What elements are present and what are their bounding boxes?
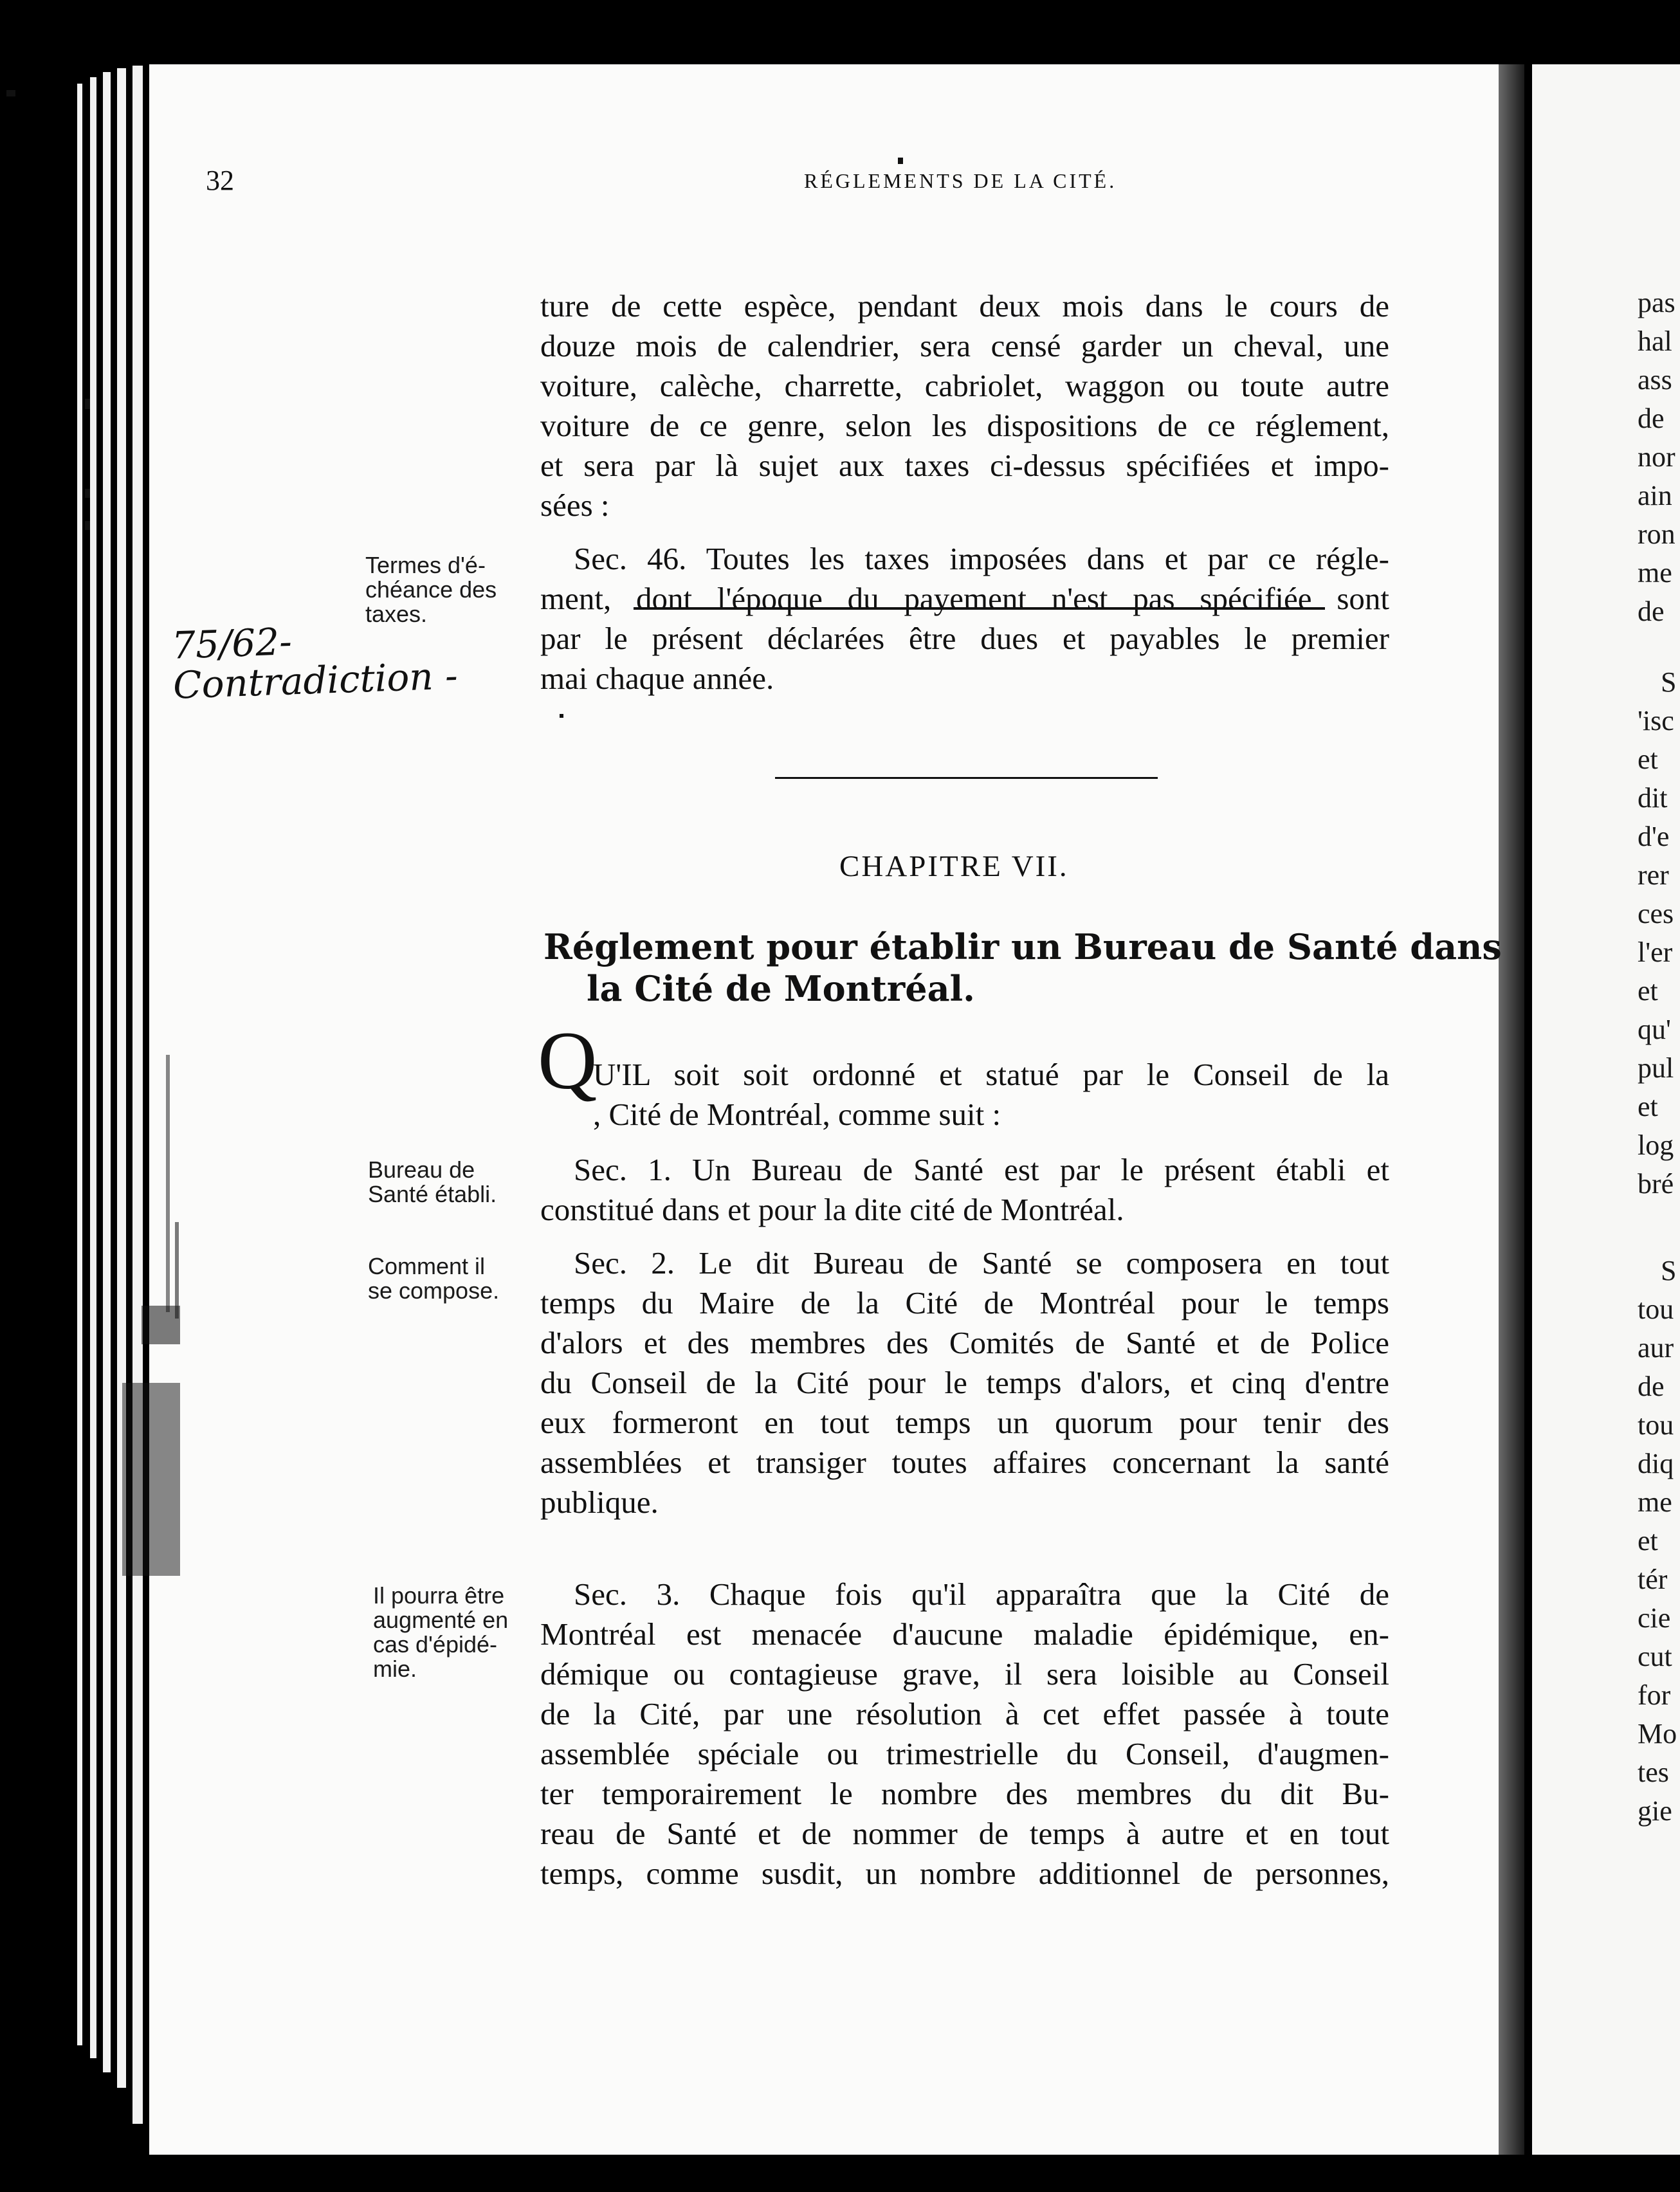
text-line: douze mois de calendrier, sera censé garder un cheval, une xyxy=(540,328,1389,363)
gutter-shadow xyxy=(1499,64,1524,2155)
text-line: ment, dont l'époque du payement n'est pas spécifiée sont xyxy=(540,581,1389,616)
text-line: sées : xyxy=(540,488,610,523)
text-line: temps du Maire de la Cité de Montréal pour le temps xyxy=(540,1285,1389,1320)
text-line: voiture, calèche, charrette, cabriolet, waggon ou toute autre xyxy=(540,368,1389,403)
text-line: de la Cité, par une résolution à cet effet passée à toute xyxy=(540,1696,1389,1731)
scan-speck xyxy=(898,158,903,164)
facing-page-fragment: tes xyxy=(1638,1757,1669,1788)
page-edge xyxy=(90,77,96,2058)
running-title: RÉGLEMENTS DE LA CITÉ. xyxy=(804,169,1117,192)
facing-page-fragment: l'er xyxy=(1638,936,1673,968)
facing-page-fragment: et xyxy=(1638,1091,1658,1122)
facing-page-fragment: Mo xyxy=(1638,1718,1677,1749)
facing-page-fragment: gie xyxy=(1638,1795,1672,1827)
facing-page-fragment: aur xyxy=(1638,1332,1674,1364)
facing-page-fragment: tér xyxy=(1638,1564,1668,1595)
facing-page-fragment: ron xyxy=(1638,518,1675,550)
text-line: U'IL soit soit ordonné et statué par le Conseil de la xyxy=(593,1057,1389,1092)
facing-page-fragment: diq xyxy=(1638,1448,1674,1479)
section-divider xyxy=(775,777,1158,779)
scan-speck xyxy=(560,714,563,718)
facing-page-fragment: de xyxy=(1638,403,1665,434)
text-line: voiture de ce genre, selon les dispositions de ce réglement, xyxy=(540,408,1389,443)
facing-page-fragment: et xyxy=(1638,744,1658,775)
text-line: temps, comme susdit, un nombre additionnel de personnes, xyxy=(540,1856,1389,1891)
scan-speck xyxy=(85,521,90,530)
page-edge xyxy=(132,66,143,2124)
facing-page-fragment: for xyxy=(1638,1679,1671,1711)
margin-note-termes: Termes d'é- chéance des taxes. xyxy=(365,552,497,627)
text-line: démique ou contagieuse grave, il sera loisible au Conseil xyxy=(540,1656,1389,1692)
text-line: Sec. 46. Toutes les taxes imposées dans et par ce régle- xyxy=(574,541,1389,576)
chapter-heading: CHAPITRE VII. xyxy=(839,850,1069,883)
facing-page-fragment: 'isc xyxy=(1638,705,1674,736)
text-line: d'alors et des membres des Comités de Santé et de Police xyxy=(540,1325,1389,1360)
facing-page-fragment: bré xyxy=(1638,1168,1674,1200)
edge-mark xyxy=(122,1383,180,1576)
facing-page-fragment: rer xyxy=(1638,859,1669,891)
facing-page-fragment: pas xyxy=(1638,287,1675,318)
margin-note-bureau: Bureau de Santé établi. xyxy=(368,1156,497,1207)
text-line: reau de Santé et de nommer de temps à autre et en tout xyxy=(540,1816,1389,1851)
text-line: Sec. 1. Un Bureau de Santé est par le présent établi et xyxy=(574,1152,1389,1187)
facing-page-fragment: dit xyxy=(1638,782,1668,814)
facing-page-fragment: ces xyxy=(1638,898,1674,929)
handwritten-annotation: 75/62- Contradiction - xyxy=(170,619,459,708)
facing-page-fragment: me xyxy=(1638,1486,1672,1518)
facing-page-fragment: S xyxy=(1661,1255,1677,1286)
edge-mark xyxy=(175,1222,179,1319)
text-line: Montréal est menacée d'aucune maladie épidémique, en- xyxy=(540,1616,1389,1652)
text-line: Sec. 3. Chaque fois qu'il apparaîtra que la Cité de xyxy=(574,1576,1389,1612)
facing-page-fragment: nor xyxy=(1638,441,1675,473)
facing-page-fragment: de xyxy=(1638,1371,1665,1402)
facing-page-fragment: me xyxy=(1638,557,1672,589)
facing-page-fragment: cie xyxy=(1638,1602,1671,1634)
facing-page-fragment: cut xyxy=(1638,1641,1672,1672)
facing-page-fragment: qu' xyxy=(1638,1014,1671,1045)
facing-page-fragment: et xyxy=(1638,1525,1658,1557)
facing-page-fragment: d'e xyxy=(1638,821,1670,852)
scan-speck xyxy=(85,399,90,409)
chapter-title: Réglement pour établir un Bureau de Santé dans xyxy=(543,926,1502,967)
text-line: publique. xyxy=(540,1484,659,1520)
scan-speck xyxy=(6,90,15,96)
drop-cap: Q xyxy=(538,1015,598,1106)
page-edge xyxy=(77,84,82,2045)
facing-page-fragment: log xyxy=(1638,1129,1674,1161)
chapter-title: la Cité de Montréal. xyxy=(587,968,975,1009)
text-line: eux formeront en tout temps un quorum pour tenir des xyxy=(540,1405,1389,1440)
text-line: assemblées et transiger toutes affaires concernant la santé xyxy=(540,1445,1389,1480)
facing-page-fragment: de xyxy=(1638,596,1665,627)
facing-page xyxy=(1532,64,1680,2155)
text-line: et sera par là sujet aux taxes ci-dessus spécifiées et impo- xyxy=(540,448,1389,483)
margin-note-comment: Comment il se compose. xyxy=(368,1253,500,1304)
margin-note-augmente: Il pourra être augmenté en cas d'épidé- mie. xyxy=(373,1582,509,1682)
edge-mark xyxy=(166,1055,170,1312)
text-line: constitué dans et pour la dite cité de Montréal. xyxy=(540,1192,1124,1227)
facing-page-fragment: ass xyxy=(1638,364,1672,396)
text-line: assemblée spéciale ou trimestrielle du Conseil, d'augmen- xyxy=(540,1736,1389,1771)
pen-underline xyxy=(634,607,1325,610)
facing-page-fragment: tou xyxy=(1638,1293,1674,1325)
edge-mark xyxy=(142,1306,180,1344)
text-line: ter temporairement le nombre des membres du dit Bu- xyxy=(540,1776,1389,1811)
page-number: 32 xyxy=(206,165,234,196)
facing-page-fragment: hal xyxy=(1638,325,1672,357)
text-line: , Cité de Montréal, comme suit : xyxy=(593,1097,1001,1132)
text-line: Sec. 2. Le dit Bureau de Santé se composera en tout xyxy=(574,1245,1389,1281)
facing-page-fragment: tou xyxy=(1638,1409,1674,1441)
page-edge xyxy=(117,68,126,2088)
facing-page-fragment: S xyxy=(1661,666,1677,698)
text-line: ture de cette espèce, pendant deux mois dans le cours de xyxy=(540,288,1389,324)
scan-speck xyxy=(85,489,90,498)
text-line: du Conseil de la Cité pour le temps d'alors, et cinq d'entre xyxy=(540,1365,1389,1400)
page-edge xyxy=(103,72,111,2072)
text-line: par le présent déclarées être dues et payables le premier xyxy=(540,621,1389,656)
facing-page-fragment: pul xyxy=(1638,1052,1674,1084)
facing-page-fragment: et xyxy=(1638,975,1658,1007)
text-line: mai chaque année. xyxy=(540,661,774,696)
facing-page-fragment: ain xyxy=(1638,480,1672,511)
